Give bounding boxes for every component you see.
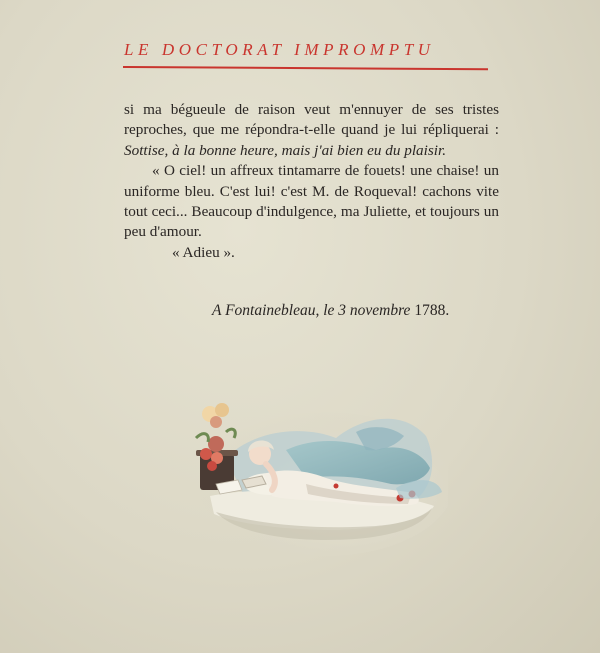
flower-2 xyxy=(215,403,229,417)
adieu-line: « Adieu ». xyxy=(172,243,235,261)
running-head-title: LE DOCTORAT IMPROMPTU xyxy=(124,40,435,59)
flower-vase xyxy=(208,436,224,452)
body-text xyxy=(124,100,499,263)
year: 1788. xyxy=(414,302,450,319)
place-and-date xyxy=(212,302,449,320)
flower-3 xyxy=(210,416,222,428)
header-rule xyxy=(123,66,488,70)
paragraph-continuation xyxy=(124,100,499,161)
place-date-italic: A Fontainebleau, le 3 novembre xyxy=(212,302,411,319)
reclining-woman-vignette xyxy=(186,388,448,556)
italic-quote: Sottise, à la bonne heure, mais j'ai bien eu du plaisir. xyxy=(124,141,447,159)
rose-3 xyxy=(207,461,217,471)
paragraph-continuation-text: si ma bégueule de raison veut m'ennuyer de ses tristes reproches, que me répondra-t-elle quand je lui répliquerai : xyxy=(124,101,499,139)
rose-1 xyxy=(200,448,212,460)
paragraph-exclamation: « O ciel! un affreux tintamarre de fouets! une chaise! un uniforme bleu. C'est lui! c'est M. de Roqueval! cachons vite tout ceci... Beaucoup d'indulgence, ma Juliette, et toujours un peu d'amour. xyxy=(124,162,499,241)
red-ribbon xyxy=(334,484,339,489)
